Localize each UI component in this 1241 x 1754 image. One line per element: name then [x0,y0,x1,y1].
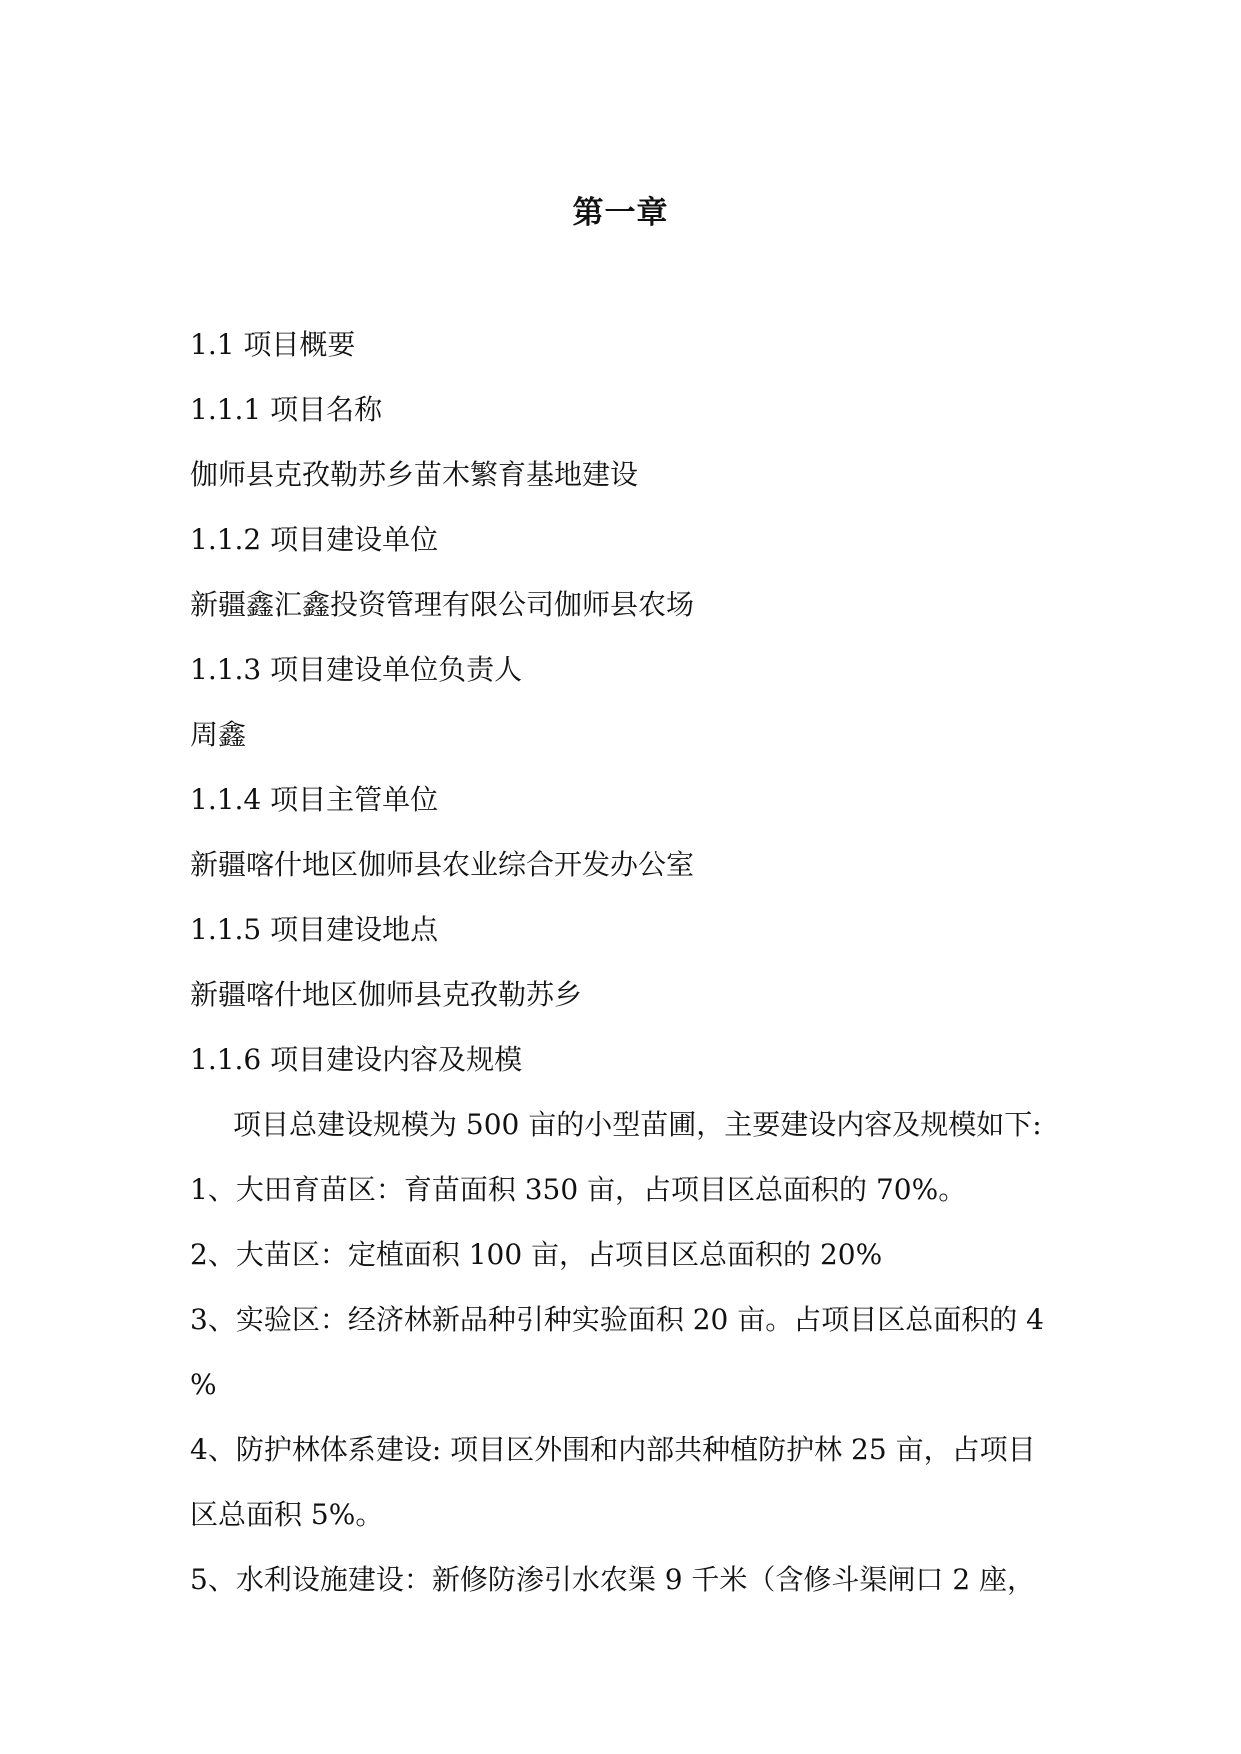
section-heading: 1.1 项目概要 [190,328,356,361]
subsection-heading: 1.1.3 项目建设单位负责人 [190,653,523,686]
subsection-heading: 1.1.5 项目建设地点 [190,913,439,946]
list-item-continuation: 区总面积 5%。 [190,1498,384,1531]
body-line: 伽师县克孜勒苏乡苗木繁育基地建设 [190,458,639,491]
body-line: 新疆喀什地区伽师县克孜勒苏乡 [190,978,583,1011]
subsection-heading: 1.1.4 项目主管单位 [190,783,439,816]
subsection-heading: 1.1.2 项目建设单位 [190,523,439,556]
subsection-heading: 1.1.1 项目名称 [190,393,383,426]
body-line: 周鑫 [190,718,247,751]
subsection-heading: 1.1.6 项目建设内容及规模 [190,1043,523,1076]
chapter-title: 第一章 [572,195,669,231]
list-item-continuation: % [190,1368,217,1401]
list-item: 1、大田育苗区：育苗面积 350 亩，占项目区总面积的 70%。 [190,1173,967,1206]
list-item: 5、水利设施建设：新修防渗引水农渠 9 千米（含修斗渠闸口 2 座， [190,1563,1036,1596]
body-paragraph-line: 项目总建设规模为 500 亩的小型苗圃，主要建设内容及规模如下: [233,1108,1042,1141]
list-item: 3、实验区：经济林新品种引种实验面积 20 亩。占项目区总面积的 4 [190,1303,1044,1336]
list-item: 2、大苗区：定植面积 100 亩，占项目区总面积的 20% [190,1238,883,1271]
body-line: 新疆鑫汇鑫投资管理有限公司伽师县农场 [190,588,695,621]
list-item: 4、防护林体系建设: 项目区外围和内部共种植防护林 25 亩，占项目 [190,1433,1036,1466]
body-line: 新疆喀什地区伽师县农业综合开发办公室 [190,848,695,881]
